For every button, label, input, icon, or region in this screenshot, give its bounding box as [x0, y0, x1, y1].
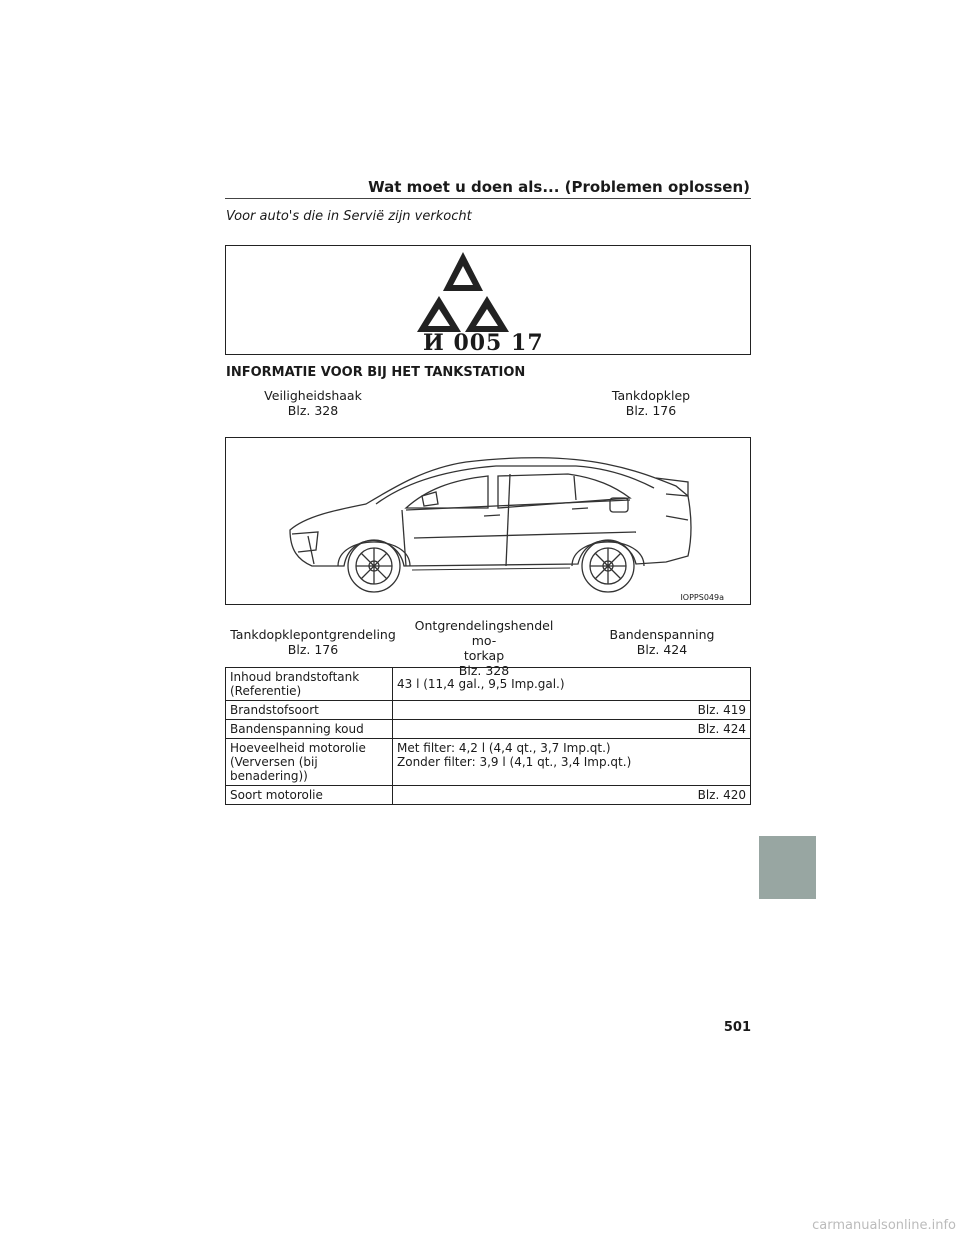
callout-bandenspanning — [600, 627, 724, 657]
car-side-view-icon — [226, 438, 750, 604]
region-note: Voor auto's die in Servië zijn verkocht — [226, 209, 472, 224]
table-row — [226, 668, 751, 701]
table-cell-label: Brandstofsoort — [226, 701, 393, 720]
table-cell-value: Blz. 419 — [393, 701, 751, 720]
chapter-header-title: Wat moet u doen als... (Problemen oplossen) — [368, 178, 750, 196]
callout-page: Blz. 176 — [287, 642, 339, 657]
table-cell-label: Hoeveelheid motorolie (Verversen (bij benadering)) — [226, 739, 393, 786]
callout-label: Tankdopklepontgrendeling — [230, 627, 396, 642]
page-number: 501 — [723, 1020, 751, 1035]
callout-page: Blz. 328 — [458, 663, 510, 678]
chapter-tab-marker — [759, 836, 816, 899]
table-cell-value: Blz. 424 — [393, 720, 751, 739]
callout-page: Blz. 328 — [287, 403, 339, 418]
table-cell-label: Bandenspanning koud — [226, 720, 393, 739]
callout-veiligheidshaak — [258, 388, 368, 418]
section-title: INFORMATIE VOOR BIJ HET TANKSTATION — [226, 365, 526, 380]
warning-triangle-sign-box — [225, 245, 751, 355]
table-cell-value: Met filter: 4,2 l (4,4 qt., 3,7 Imp.qt.) Zonder filter: 3,9 l (4,1 qt., 3,4 Imp.qt.) — [393, 739, 751, 786]
table-cell-label: Inhoud brandstoftank (Referentie) — [226, 668, 393, 701]
callout-tankdopklepontgrendeling — [228, 627, 398, 657]
callout-label: Ontgrendelingshendel mo- — [414, 618, 554, 648]
table-row — [226, 786, 751, 805]
table-row — [226, 720, 751, 739]
table-cell-label: Soort motorolie — [226, 786, 393, 805]
callout-page: Blz. 176 — [625, 403, 677, 418]
callout-label: Bandenspanning — [609, 627, 715, 642]
table-row — [226, 701, 751, 720]
callout-label: Veiligheidshaak — [264, 388, 362, 403]
header-divider — [225, 198, 751, 199]
callout-label-cont: torkap — [463, 648, 505, 663]
car-illustration-box — [225, 437, 751, 605]
watermark: carmanualsonline.info — [812, 1218, 956, 1233]
illustration-code: IOPPS049a — [680, 593, 724, 602]
fuel-info-table — [225, 667, 751, 805]
sign-approval-code: И 005 17 — [423, 330, 544, 356]
table-cell-value: 43 l (11,4 gal., 9,5 Imp.gal.) — [393, 668, 751, 701]
callout-label: Tankdopklep — [611, 388, 691, 403]
callout-page: Blz. 424 — [636, 642, 688, 657]
table-row — [226, 739, 751, 786]
table-cell-value: Blz. 420 — [393, 786, 751, 805]
callout-tankdopklep — [596, 388, 706, 418]
